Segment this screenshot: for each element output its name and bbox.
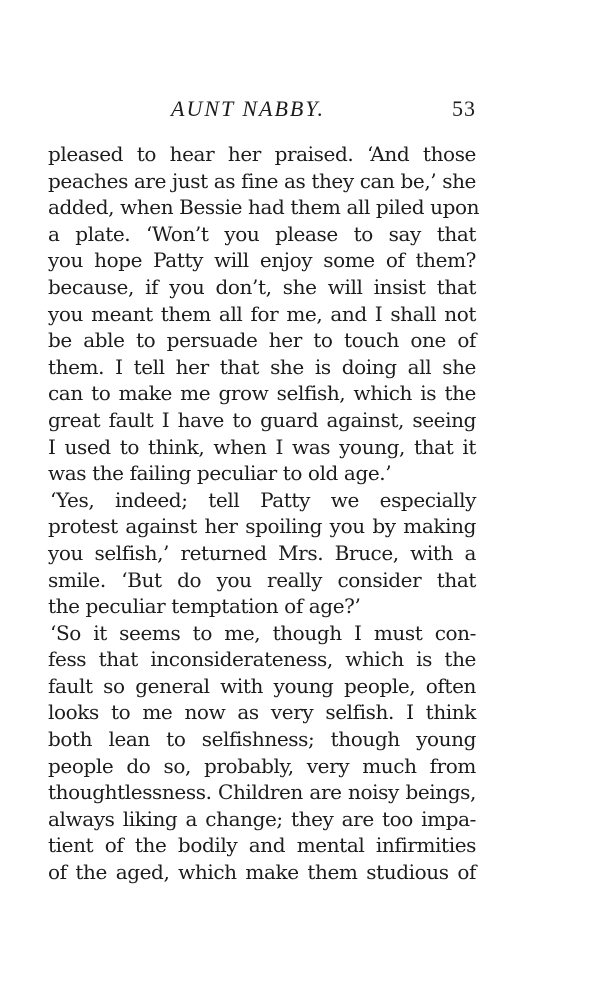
text-line: peaches are just as fine as they can be,’ she (48, 168, 476, 193)
text-line: pleased to hear her praised. ‘And those (48, 142, 476, 166)
text-line: I used to think, when I was young, that it (48, 434, 476, 459)
text-line: always liking a change; they are too impa- (48, 806, 476, 831)
text-line: fess that inconsiderateness, which is the (48, 647, 476, 672)
text-line: ‘So it seems to me, though I must con- (50, 620, 476, 645)
text-line: great fault I have to guard against, seeing (48, 407, 476, 432)
text-line: because, if you don’t, she will insist that (48, 274, 476, 299)
text-line: a plate. ‘Won’t you please to say that (48, 221, 476, 246)
text-line: tient of the bodily and mental infirmities (48, 833, 476, 858)
text-line: fault so general with young people, often (48, 673, 476, 698)
text-line: people do so, probably, very much from (48, 753, 476, 778)
text-line: be able to persuade her to touch one of (48, 328, 476, 353)
page-number: 53 (452, 96, 476, 121)
body-text (48, 141, 480, 886)
text-line: of the aged, which make them studious of (48, 860, 476, 885)
text-line: smile. ‘But do you really consider that (48, 567, 476, 592)
text-line: looks to me now as very selfish. I think (48, 700, 476, 725)
text-line: can to make me grow selfish, which is the (48, 381, 476, 406)
text-line: the peculiar temptation of age?’ (48, 594, 361, 619)
text-line: you selfish,’ returned Mrs. Bruce, with a (48, 540, 476, 565)
text-line: both lean to selfishness; though young (48, 727, 476, 752)
running-head (48, 92, 476, 126)
running-title: AUNT NABBY. (171, 96, 326, 121)
text-line: thoughtlessness. Children are noisy beings, (48, 780, 476, 805)
text-line: you meant them all for me, and I shall not (48, 301, 476, 326)
text-line: was the failing peculiar to old age.’ (48, 461, 392, 486)
text-line: you hope Patty will enjoy some of them? (48, 248, 476, 273)
text-line: ‘Yes, indeed; tell Patty we especially (50, 487, 476, 512)
text-line: protest against her spoiling you by making (48, 514, 476, 539)
text-line: added, when Bessie had them all piled upon (48, 195, 480, 220)
text-line: them. I tell her that she is doing all she (48, 354, 476, 379)
